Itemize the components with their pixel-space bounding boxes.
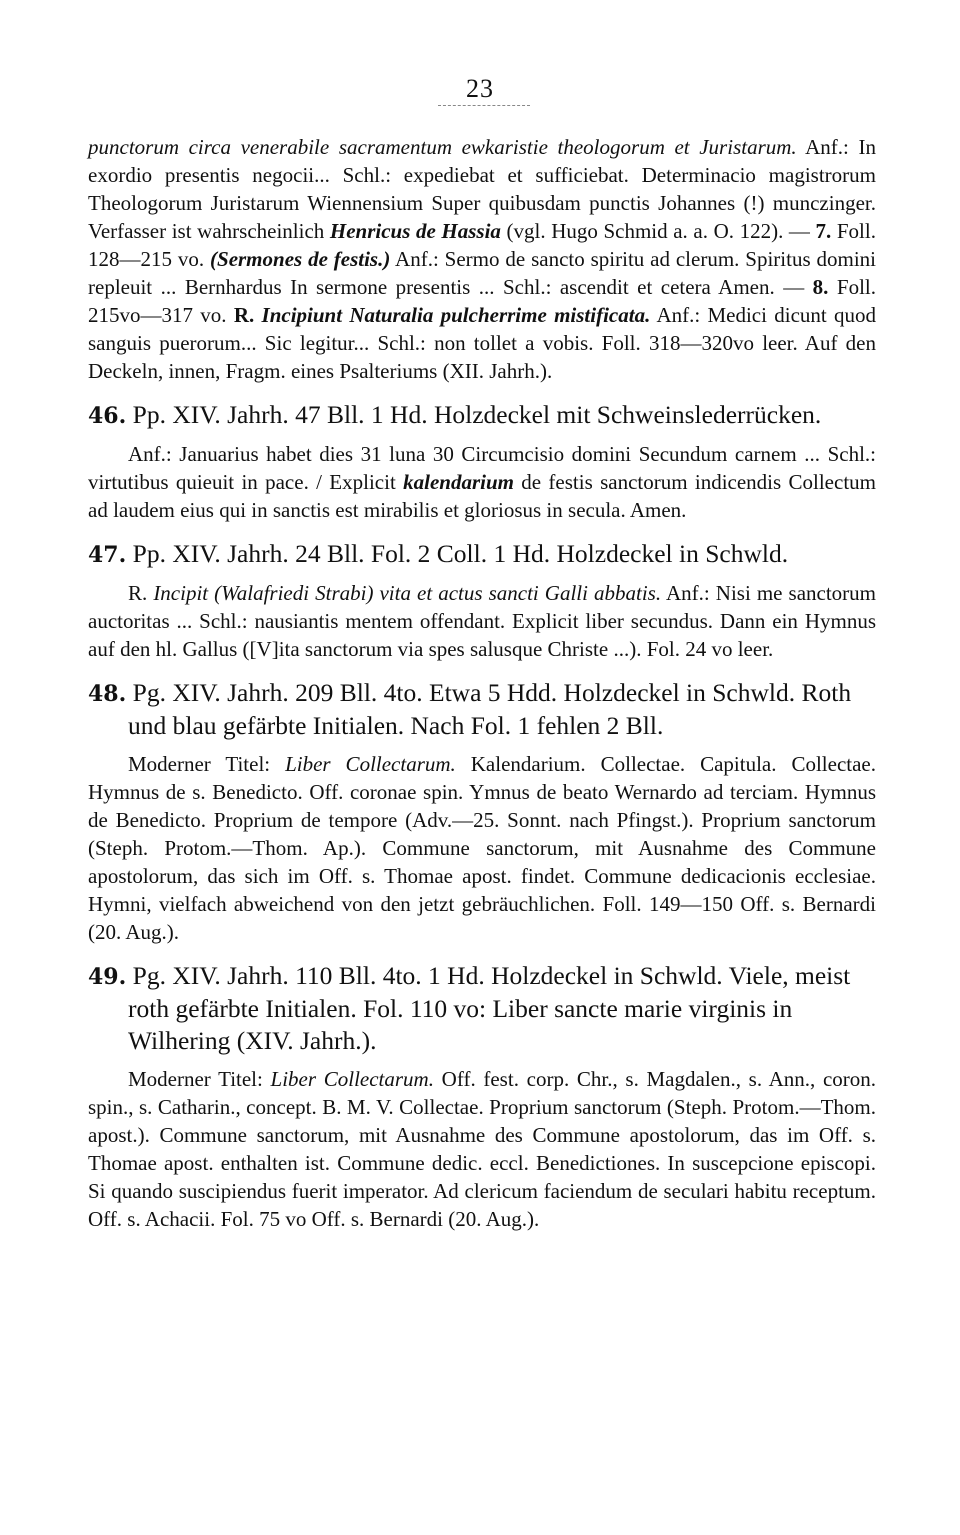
entry-number: 47. <box>88 542 127 568</box>
header-rule <box>438 105 530 106</box>
text-span: Foll. 128—215 vo. <box>88 219 876 271</box>
item-title: (Sermones de festis.) <box>210 247 391 271</box>
item-number: 8. <box>812 275 829 299</box>
text-span: R. <box>128 581 154 605</box>
entry-heading <box>88 538 876 571</box>
text-span: Anf.: In exordio presentis negocii... Schl.: expediebat et sufficiebat. Determinacio magistrorum Theologorum Juristarum Wiennensium Super quibusdam punctis Johannes (!) munczinger. Verfasser ist wahrscheinlich <box>88 135 876 243</box>
entry-description <box>88 750 876 946</box>
entry-description <box>88 440 876 524</box>
italic-span: Liber Collectarum. <box>270 1067 434 1091</box>
text-span: Anf.: Nisi me sanctorum auctoritas ... Schl.: nausiantis mentem offendant. Explicit liber secundus. Dann ein Hymnus auf den hl. Gallus ([V]ita sanctorum via spes salusque Christe ...). Fol. 24 vo leer. <box>88 581 877 661</box>
entry-heading <box>88 960 876 1057</box>
italic-span: kalendarium <box>403 470 514 494</box>
catalog-entry-46 <box>88 399 876 524</box>
entry-description <box>88 579 876 663</box>
text-span: Anf.: Medici dicunt quod sanguis puerorum... Sic legitur... Schl.: non tollet a vobis. Foll. 318—320vo leer. Auf den Deckeln, innen, Fragm. eines Psalteriums (XII. Jahrh.). <box>88 303 877 383</box>
entry-heading-text: Pg. XIV. Jahrh. 209 Bll. 4to. Etwa 5 Hdd. Holzdeckel in Schwld. Roth und blau gefärbte Initialen. Nach Fol. 1 fehlen 2 Bll. <box>126 678 852 740</box>
italic-span: Liber Collectarum. <box>285 752 456 776</box>
entry-heading <box>88 677 876 742</box>
entry-number: 49. <box>88 964 127 990</box>
entry-heading-text: Pg. XIV. Jahrh. 110 Bll. 4to. 1 Hd. Holzdeckel in Schwld. Viele, meist roth gefärbte Initialen. Fol. 110 vo: Liber sancte marie virginis in Wilhering (XIV. Jahrh.). <box>126 961 851 1055</box>
catalog-entry-47 <box>88 538 876 663</box>
italic-span: Incipit (Walafriedi Strabi) vita et actus sancti Galli abbatis. <box>153 581 662 605</box>
continued-title: punctorum circa venerabile sacramentum ewkaristie theologorum et Juristarum. <box>88 135 797 159</box>
entry-description <box>88 1065 876 1233</box>
entry-number: 48. <box>88 681 127 707</box>
rubric-marker: R. <box>233 303 255 327</box>
text-span: (vgl. Hugo Schmid a. a. O. 122). — <box>500 219 816 243</box>
text-span: Kalendarium. Collectae. Capitula. Collectae. Hymnus de s. Benedicto. Off. coronae spin. Ymnus de beato Wernardo ad terciam. Hymnus de Benedicto. Proprium de tempore (Adv.—25. Sonnt. nach Pfingst.). Proprium sanctorum (Steph. Protom.—Thom. Ap.). Commune sanctorum, mit Ausnahme des Commune apostolorum, das sich im Off. s. Thomae apost. findet. Commune dedicacionis ecclesiae. Hymni, vielfach abweichend von den jetzt gebräuchlichen. Foll. 149—150 Off. s. Bernardi (20. Aug.). <box>88 752 877 944</box>
catalog-entry-49 <box>88 960 876 1233</box>
entry-heading <box>88 399 876 432</box>
item-title: Incipiunt Naturalia pulcherrime mistificata. <box>261 303 651 327</box>
item-number: 7. <box>815 219 832 243</box>
text-span: Off. fest. corp. Chr., s. Magdalen., s. Ann., coron. spin., s. Catharin., concept. B. M. V. Collectae. Proprium sanctorum (Steph. Protom.—Thom. apost.). Commune sanctorum, mit Ausnahme des Commune apostolorum, das im Off. s. Thomae apost. enthalten ist. Commune dedic. eccl. Benedictiones. In suscepcione episcopi. Si quando suscipiendus fuerit imperator. Ad clericum faciendum de seculari habitu receptum. Off. s. Achacii. Fol. 75 vo Off. s. Bernardi (20. Aug.). <box>88 1067 877 1231</box>
text-span: Moderner Titel: <box>128 752 286 776</box>
text-span: de festis sanctorum indicendis Collectum ad laudem eius qui in sanctis est mirabilis et gloriosus in secula. Amen. <box>88 470 876 522</box>
entry-heading-text: Pp. XIV. Jahrh. 24 Bll. Fol. 2 Coll. 1 Hd. Holzdeckel in Schwld. <box>126 539 789 568</box>
continued-entry-text <box>88 133 876 385</box>
entry-heading-text: Pp. XIV. Jahrh. 47 Bll. 1 Hd. Holzdeckel mit Schweinslederrücken. <box>126 400 822 429</box>
entry-number: 46. <box>88 403 127 429</box>
author-name: Henricus de Hassia <box>329 219 501 243</box>
text-span: Anf.: Sermo de sancto spiritu ad clerum. Spiritus domini repleuit ... Bernhardus In sermone presentis ... Schl.: ascendit et cetera Amen. — <box>88 247 877 299</box>
text-span: Anf.: Januarius habet dies 31 luna 30 Circumcisio domini Secundum carnem ... Schl.: virtutibus quieuit in pace. / Explicit <box>88 442 876 494</box>
page-content <box>88 133 876 1233</box>
text-span: Foll. 215vo—317 vo. <box>88 275 876 327</box>
page-number: 23 <box>466 74 494 103</box>
catalog-entry-48 <box>88 677 876 946</box>
text-span: Moderner Titel: <box>128 1067 271 1091</box>
